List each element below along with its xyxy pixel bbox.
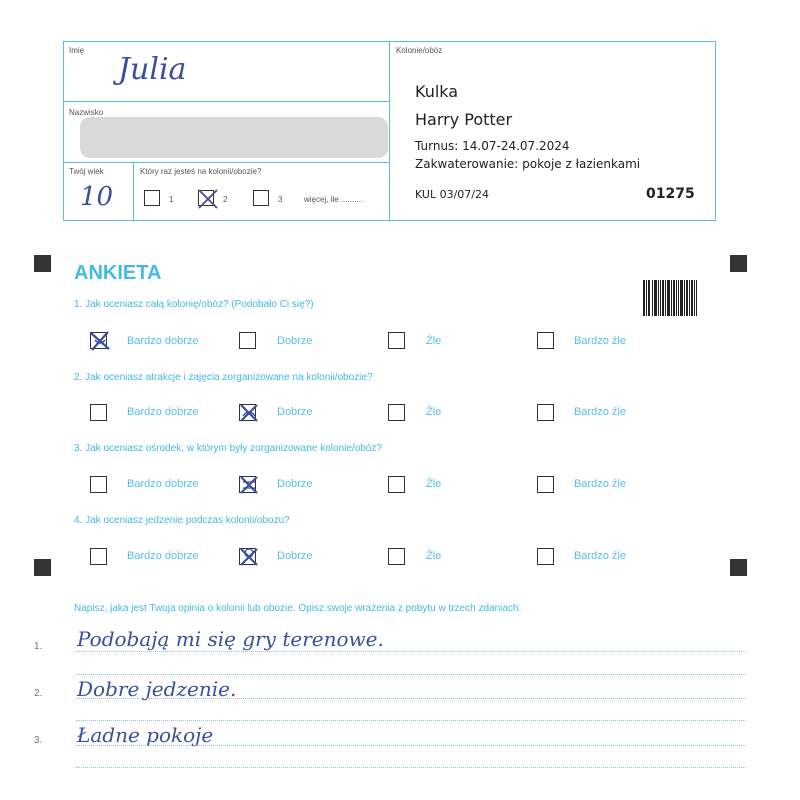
opinion-answer-1[interactable]: Podobają mi się gry terenowe. xyxy=(77,627,384,651)
opinion-line-1b xyxy=(76,674,746,675)
q2-option-dobrze-checkbox[interactable] xyxy=(239,404,256,421)
cross-mark-icon xyxy=(89,330,111,352)
q1-option-zle-label: Źle xyxy=(426,335,442,347)
zakwaterowanie: Zakwaterowanie: pokoje z łazienkami xyxy=(415,157,641,171)
nazwisko-bottom-line xyxy=(63,162,389,163)
registration-mark-top-left xyxy=(34,255,51,272)
q4-option-bardzo-dobrze-label: Bardzo dobrze xyxy=(127,550,199,562)
ktory-option-3: 3 xyxy=(278,195,283,204)
header-divider xyxy=(389,41,390,221)
kolonia-theme: Harry Potter xyxy=(415,110,513,129)
cross-mark-icon xyxy=(238,546,260,568)
registration-mark-bottom-left xyxy=(34,559,51,576)
wiek-label: Twój wiek xyxy=(69,167,104,176)
ktory-checkbox-2[interactable] xyxy=(198,190,214,206)
q1-option-bardzo-zle-label: Bardzo źle xyxy=(574,335,626,347)
opinion-line-1 xyxy=(76,651,746,652)
wiek-divider xyxy=(133,162,134,221)
nazwisko-label: Nazwisko xyxy=(69,108,104,117)
q1-option-dobrze-checkbox[interactable] xyxy=(239,332,256,349)
q4-option-bardzo-dobrze-checkbox[interactable] xyxy=(90,548,107,565)
q3-option-bardzo-dobrze-label: Bardzo dobrze xyxy=(127,478,199,490)
registration-mark-top-right xyxy=(730,255,747,272)
question-2-text: 2. Jak oceniasz atrakcje i zajęcia zorganizowane na kolonii/obozie? xyxy=(74,372,373,383)
imie-label: Imię xyxy=(69,46,85,55)
wiek-value[interactable]: 10 xyxy=(80,182,114,212)
q1-option-bardzo-zle-checkbox[interactable] xyxy=(537,332,554,349)
q2-option-bardzo-zle-label: Bardzo źle xyxy=(574,406,626,418)
opinion-line-number-3: 3. xyxy=(34,735,43,746)
question-1-text: 1. Jak oceniasz całą kolonię/obóz? (Podobało Ci się?) xyxy=(74,299,314,310)
opinion-answer-2[interactable]: Dobre jedzenie. xyxy=(77,677,237,701)
question-4-text: 4. Jak oceniasz jedzenie podczas kolonii/obozu? xyxy=(74,515,290,526)
q1-option-bardzo-dobrze-checkbox[interactable] xyxy=(90,332,107,349)
q3-option-bardzo-zle-label: Bardzo źle xyxy=(574,478,626,490)
q3-option-dobrze-checkbox[interactable] xyxy=(239,476,256,493)
barcode-icon xyxy=(643,280,697,316)
imie-value[interactable]: Julia xyxy=(118,52,187,87)
kolonia-code: KUL 03/07/24 xyxy=(415,188,489,201)
opinion-line-3b xyxy=(76,767,746,768)
opinion-prompt: Napisz, jaka jest Twoja opinia o kolonii lub obozie. Opisz swoje wrażenia z pobytu w trzech zdaniach. xyxy=(74,603,522,614)
ktory-checkbox-1[interactable] xyxy=(144,190,160,206)
ktory-option-2: 2 xyxy=(223,195,228,204)
q3-option-dobrze-label: Dobrze xyxy=(277,478,313,490)
q2-option-bardzo-zle-checkbox[interactable] xyxy=(537,404,554,421)
imie-bottom-line xyxy=(63,101,389,102)
opinion-line-2b xyxy=(76,720,746,721)
form-number: 01275 xyxy=(646,186,695,202)
q2-option-zle-checkbox[interactable] xyxy=(388,404,405,421)
q4-option-dobrze-checkbox[interactable] xyxy=(239,548,256,565)
ktory-option-1: 1 xyxy=(169,195,174,204)
q1-option-dobrze-label: Dobrze xyxy=(277,335,313,347)
opinion-line-3 xyxy=(76,745,746,746)
ktory-label: Który raz jesteś na kolonii/obozie? xyxy=(140,167,262,176)
opinion-line-2 xyxy=(76,698,746,699)
survey-title: ANKIETA xyxy=(74,262,162,284)
q4-option-bardzo-zle-label: Bardzo źle xyxy=(574,550,626,562)
q3-option-zle-checkbox[interactable] xyxy=(388,476,405,493)
q3-option-bardzo-zle-checkbox[interactable] xyxy=(537,476,554,493)
q1-option-bardzo-dobrze-label: Bardzo dobrze xyxy=(127,335,199,347)
opinion-answer-3[interactable]: Ładne pokoje xyxy=(77,723,214,747)
cross-mark-icon xyxy=(238,402,260,424)
opinion-line-number-1: 1. xyxy=(34,641,43,652)
q4-option-zle-checkbox[interactable] xyxy=(388,548,405,565)
q4-option-bardzo-zle-checkbox[interactable] xyxy=(537,548,554,565)
question-3-text: 3. Jak oceniasz ośrodek, w którym były zorganizowane kolonie/obóz? xyxy=(74,443,382,454)
ktory-checkbox-3[interactable] xyxy=(253,190,269,206)
kolonie-label: Kolonie/obóz xyxy=(396,46,443,55)
q1-option-zle-checkbox[interactable] xyxy=(388,332,405,349)
q4-option-dobrze-label: Dobrze xyxy=(277,550,313,562)
registration-mark-bottom-right xyxy=(730,559,747,576)
cross-mark-icon xyxy=(238,474,260,496)
wiecej-label: więcej, ile .......... xyxy=(304,195,364,204)
q2-option-dobrze-label: Dobrze xyxy=(277,406,313,418)
q4-option-zle-label: Źle xyxy=(426,550,442,562)
opinion-line-number-2: 2. xyxy=(34,688,43,699)
kolonia-name: Kulka xyxy=(415,82,459,101)
q2-option-bardzo-dobrze-checkbox[interactable] xyxy=(90,404,107,421)
q2-option-zle-label: Źle xyxy=(426,406,442,418)
nazwisko-redacted xyxy=(80,117,388,158)
turnus: Turnus: 14.07-24.07.2024 xyxy=(415,139,570,153)
q3-option-zle-label: Źle xyxy=(426,478,442,490)
q2-option-bardzo-dobrze-label: Bardzo dobrze xyxy=(127,406,199,418)
q3-option-bardzo-dobrze-checkbox[interactable] xyxy=(90,476,107,493)
